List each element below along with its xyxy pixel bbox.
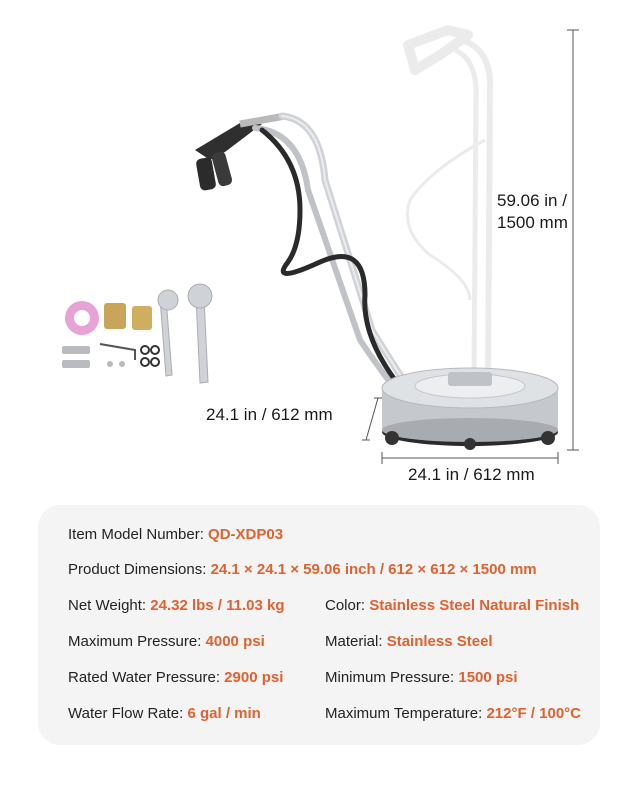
accessories <box>62 284 212 383</box>
spec-flow-rate <box>68 704 261 724</box>
spec-dimensions-value: 24.1 × 24.1 × 59.06 inch / 612 × 612 × 1500 mm <box>210 561 537 578</box>
spec-max-temp-value: 212°F / 100°C <box>486 705 582 722</box>
spec-min-pressure-value: 1500 psi <box>458 669 518 686</box>
width-dimension-line <box>382 452 558 464</box>
spec-min-pressure-label: Minimum Pressure: <box>325 669 459 686</box>
spec-card <box>38 505 600 745</box>
spec-dimensions-label: Product Dimensions: <box>68 561 211 578</box>
height-dimension-label <box>497 190 568 234</box>
spec-model-label: Item Model Number: <box>68 526 209 543</box>
spec-max-temp-label: Maximum Temperature: <box>325 705 487 722</box>
spec-color <box>325 596 579 616</box>
spec-color-value: Stainless Steel Natural Finish <box>369 597 580 614</box>
spec-net-weight-value: 24.32 lbs / 11.03 kg <box>150 597 285 614</box>
depth-dimension-line <box>362 398 382 440</box>
spec-model-value: QD-XDP03 <box>208 526 284 543</box>
spec-flow-rate-label: Water Flow Rate: <box>68 705 188 722</box>
spec-max-temp <box>325 704 581 724</box>
spec-net-weight <box>68 596 285 616</box>
spec-max-pressure-label: Maximum Pressure: <box>68 633 206 650</box>
spec-rated-pressure <box>68 668 283 688</box>
spray-gun-handle <box>195 116 285 191</box>
depth-dimension-label: 24.1 in / 612 mm <box>206 405 333 424</box>
height-dimension-imperial: 59.06 in / <box>497 191 567 210</box>
height-dimension-line <box>567 30 579 450</box>
spec-max-pressure <box>68 632 265 652</box>
spec-rated-pressure-label: Rated Water Pressure: <box>68 669 225 686</box>
height-dimension-metric: 1500 mm <box>497 213 568 232</box>
surface-cleaner-base <box>382 368 558 450</box>
spec-material-label: Material: <box>325 633 387 650</box>
spec-flow-rate-value: 6 gal / min <box>187 705 261 722</box>
width-dimension-label: 24.1 in / 612 mm <box>408 465 535 484</box>
spec-material-value: Stainless Steel <box>386 633 493 650</box>
spec-max-pressure-value: 4000 psi <box>205 633 265 650</box>
spec-model <box>68 525 283 545</box>
spec-min-pressure <box>325 668 518 688</box>
upright-ghost-silhouette <box>408 30 491 380</box>
spec-rated-pressure-value: 2900 psi <box>224 669 284 686</box>
spec-dimensions <box>68 560 537 580</box>
spec-net-weight-label: Net Weight: <box>68 597 151 614</box>
spec-material <box>325 632 493 652</box>
spec-color-label: Color: <box>325 597 370 614</box>
